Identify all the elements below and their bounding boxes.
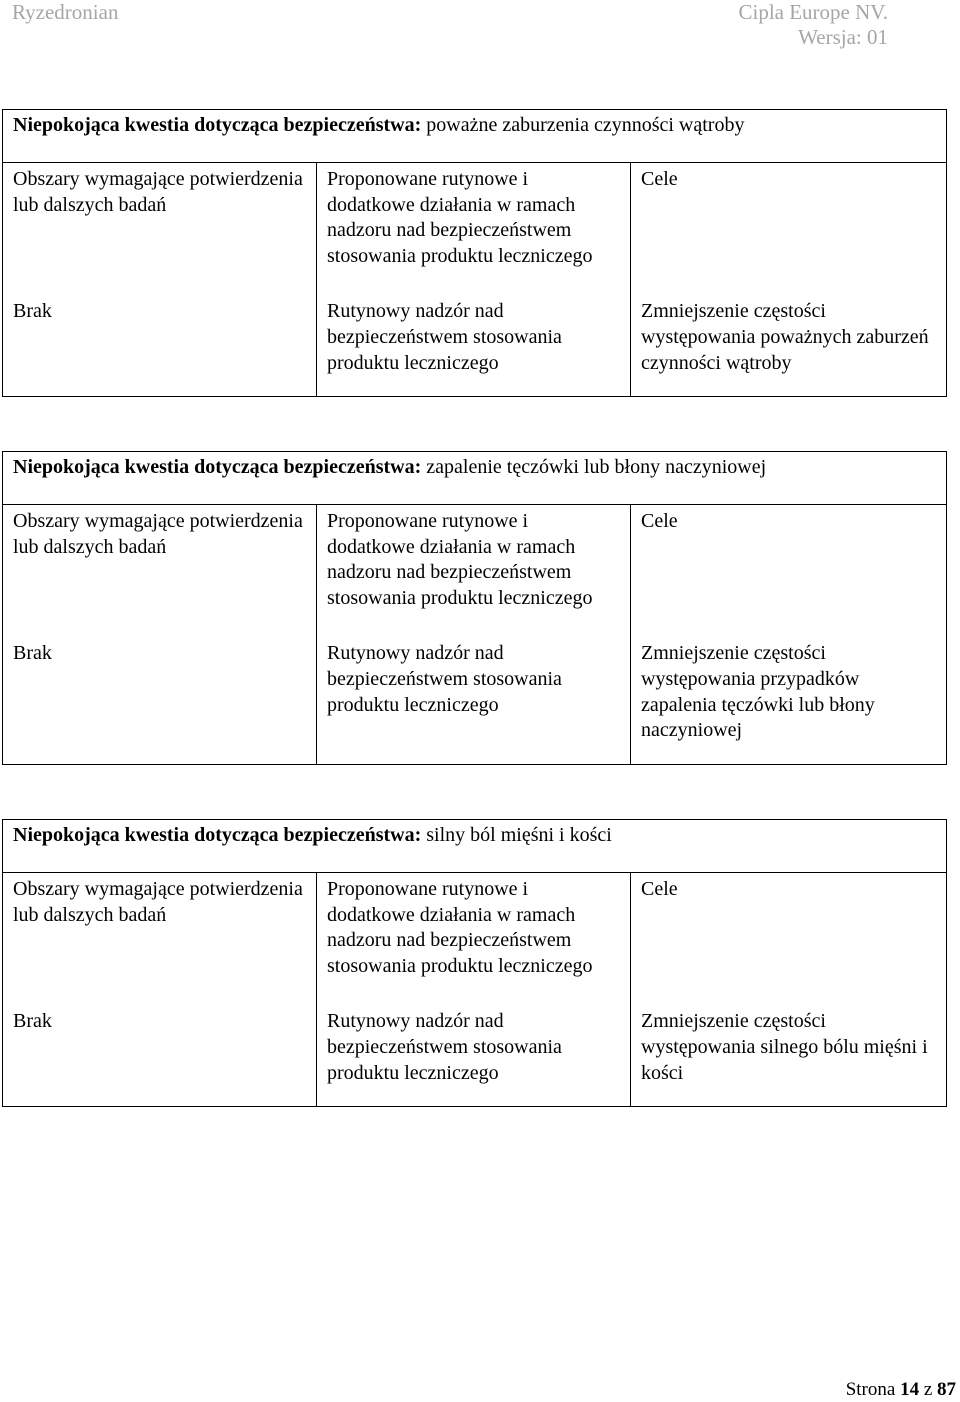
total-pages: 87: [937, 1379, 956, 1400]
cell-areas-value: Brak: [3, 295, 317, 396]
column-header-activities: Proponowane rutynowe i dodatkowe działania w ramach nadzoru nad bezpieczeństwem stosowania produktu leczniczego: [317, 873, 631, 1006]
cell-areas-value: Brak: [3, 1005, 317, 1106]
version-label: Wersja: 01: [798, 25, 888, 49]
page-number: 14: [900, 1379, 920, 1400]
safety-concern-value: zapalenie tęczówki lub błony naczyniowej: [421, 456, 767, 478]
safety-concern-label: Niepokojąca kwestia dotycząca bezpieczeństwa:: [13, 456, 422, 478]
column-header-areas: Obszary wymagające potwierdzenia lub dalszych badań: [3, 505, 317, 638]
safety-concern-value: silny ból mięśni i kości: [421, 824, 612, 846]
safety-concern-value: poważne zaburzenia czynności wątroby: [421, 114, 745, 136]
safety-concern-row: [3, 452, 947, 505]
cell-objectives-value: Zmniejszenie częstości występowania poważnych zaburzeń czynności wątroby: [631, 295, 947, 396]
cell-objectives-value: Zmniejszenie częstości występowania silnego bólu mięśni i kości: [631, 1005, 947, 1106]
cell-areas-value: Brak: [3, 637, 317, 764]
cell-activities-value: Rutynowy nadzór nad bezpieczeństwem stosowania produktu leczniczego: [317, 295, 631, 396]
safety-concern-row: [3, 820, 947, 873]
page-word: Strona: [845, 1379, 896, 1400]
company-version-block: [738, 0, 888, 50]
document-title: Ryzedronian: [12, 0, 119, 24]
page-footer: [846, 1378, 956, 1402]
column-header-areas: Obszary wymagające potwierdzenia lub dalszych badań: [3, 873, 317, 1006]
column-header-activities: Proponowane rutynowe i dodatkowe działania w ramach nadzoru nad bezpieczeństwem stosowania produktu leczniczego: [317, 505, 631, 638]
cell-activities-value: Rutynowy nadzór nad bezpieczeństwem stosowania produktu leczniczego: [317, 637, 631, 764]
safety-concern-table-3: [2, 819, 947, 1107]
safety-concern-table-2: [2, 451, 947, 765]
column-header-objectives: Cele: [631, 163, 947, 296]
safety-concern-table-1: [2, 109, 947, 397]
safety-concern-label: Niepokojąca kwestia dotycząca bezpieczeństwa:: [13, 824, 422, 846]
safety-concern-row: [3, 110, 947, 163]
safety-concern-label: Niepokojąca kwestia dotycząca bezpieczeństwa:: [13, 114, 422, 136]
column-header-objectives: Cele: [631, 505, 947, 638]
cell-activities-value: Rutynowy nadzór nad bezpieczeństwem stosowania produktu leczniczego: [317, 1005, 631, 1106]
cell-objectives-value: Zmniejszenie częstości występowania przypadków zapalenia tęczówki lub błony naczyniowej: [631, 637, 947, 764]
of-word: z: [923, 1379, 933, 1400]
column-header-objectives: Cele: [631, 873, 947, 1006]
column-header-areas: Obszary wymagające potwierdzenia lub dalszych badań: [3, 163, 317, 296]
column-header-activities: Proponowane rutynowe i dodatkowe działania w ramach nadzoru nad bezpieczeństwem stosowania produktu leczniczego: [317, 163, 631, 296]
company-name: Cipla Europe NV.: [738, 0, 888, 24]
